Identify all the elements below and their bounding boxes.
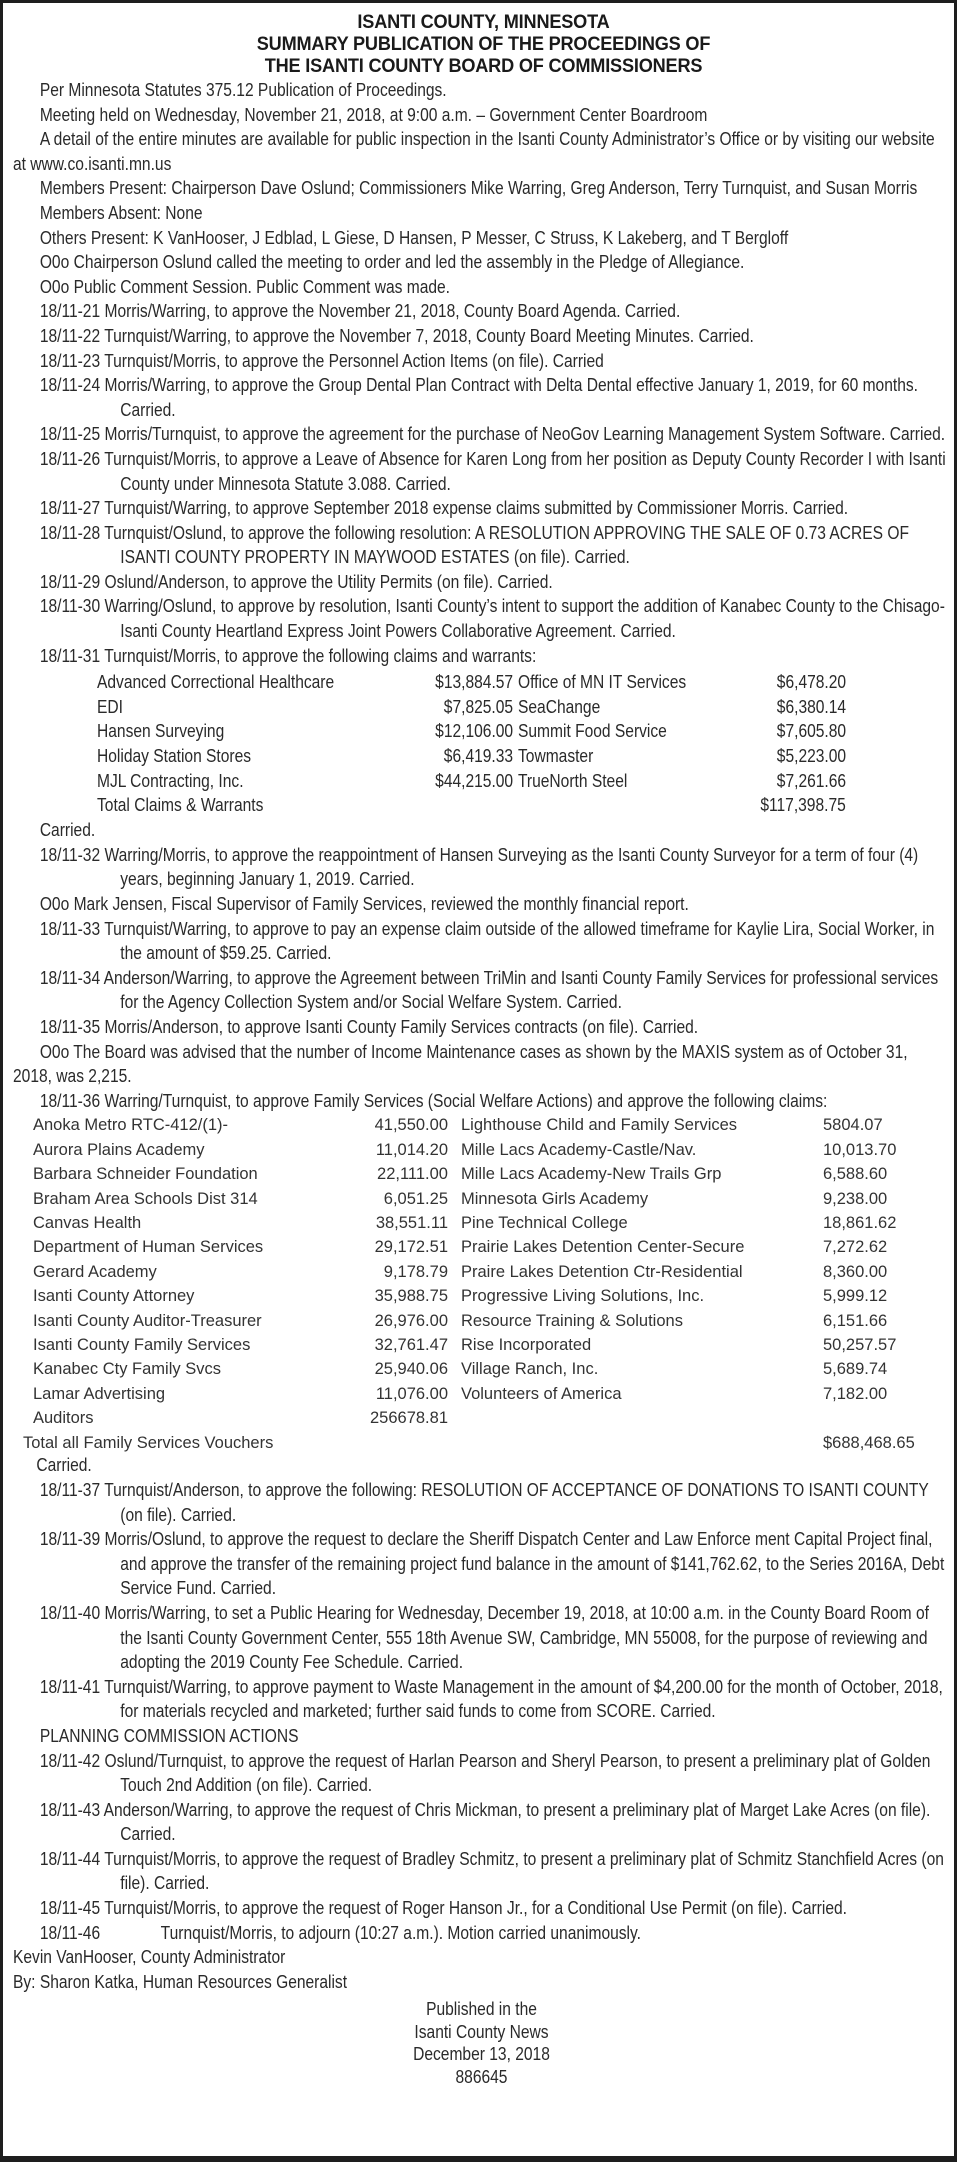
payee-amount <box>375 1113 448 1138</box>
table-row <box>13 1187 957 1211</box>
payee-name-text: Braham Area Schools Dist 314 <box>33 1189 258 1208</box>
motion-item <box>13 1847 947 1896</box>
payee-amount-text: $6,478.20 <box>776 672 846 693</box>
payee-amount-text: 10,013.70 <box>823 1140 897 1159</box>
notice-id: 886645 <box>455 2066 508 2087</box>
payee-amount-text: $7,261.66 <box>776 770 846 791</box>
total-label-text: Total Claims & Warrants <box>97 795 264 816</box>
payee-name-text: Minnesota Girls Academy <box>461 1189 649 1208</box>
payee-amount-text: 6,051.25 <box>383 1189 448 1208</box>
table-row <box>13 1162 957 1186</box>
payee-amount <box>376 1382 448 1407</box>
total-value <box>747 793 846 818</box>
motion-item <box>13 1015 947 1040</box>
motion-item <box>13 917 947 966</box>
payee-name-text: Hansen Surveying <box>97 721 225 742</box>
motion-number: 18/11-34 <box>39 967 101 988</box>
payee-name-text: SeaChange <box>518 696 601 717</box>
payee-name-text: Resource Training & Solutions <box>461 1311 683 1330</box>
total-label <box>23 1431 273 1456</box>
motion-text: Anderson/Warring, to approve the Agreement between TriMin and Isanti County Family Services for professional services for the Agency Collection System and/or Social Welfare System. Carried. <box>103 967 939 1013</box>
prepared-by: By: Sharon Katka, Human Resources Generalist <box>13 1971 348 1992</box>
payee-name-text: Department of Human Services <box>33 1238 264 1257</box>
payee-name-text: Barbara Schneider Foundation <box>33 1165 258 1184</box>
motion-text: Warring/Turnquist, to approve Family Services (Social Welfare Actions) and approve the following claims: <box>104 1090 828 1111</box>
payee-name-text: EDI <box>97 696 123 717</box>
motion-number: 18/11-42 <box>39 1750 101 1771</box>
payee-name <box>97 744 275 769</box>
motion-item <box>13 373 947 422</box>
payee-name-text: Mille Lacs Academy-Castle/Nav. <box>461 1140 697 1159</box>
motion-item <box>13 1675 947 1724</box>
payee-name-text: Office of MN IT Services <box>518 672 687 693</box>
motion-number: 18/11-29 <box>39 571 101 592</box>
table-row <box>13 1333 957 1357</box>
payee-amount <box>823 1187 887 1212</box>
table-row <box>13 1406 957 1430</box>
payee-amount-text: 32,761.47 <box>374 1335 448 1354</box>
payee-amount-text: $6,419.33 <box>443 746 513 767</box>
claims-warrants-table <box>13 670 954 818</box>
payee-name-text: Summit Food Service <box>518 721 667 742</box>
payee-name <box>97 695 127 720</box>
payee-amount <box>377 1162 448 1187</box>
payee-amount <box>823 1333 896 1358</box>
payee-name <box>33 1187 258 1212</box>
table-row <box>13 1382 957 1406</box>
payee-amount <box>375 1235 448 1260</box>
motion-number: 18/11-32 <box>39 844 101 865</box>
payee-name-text: Isanti County Family Services <box>33 1335 251 1354</box>
payee-name <box>33 1382 165 1407</box>
table-row <box>13 719 957 744</box>
payee-amount <box>766 769 846 794</box>
table-row <box>13 670 957 695</box>
payee-amount <box>823 1211 896 1236</box>
motion-number: 18/11-43 <box>39 1799 101 1820</box>
notice-body <box>13 78 947 668</box>
payee-name <box>97 719 244 744</box>
table-row <box>13 1309 957 1333</box>
payee-amount-text: 6,588.60 <box>823 1165 888 1184</box>
motion-item <box>13 570 947 595</box>
payee-name <box>33 1138 205 1163</box>
motion-text: Warring/Morris, to approve the reappointment of Hansen Surveying as the Isanti County Surveyor for a term of four (4) years, beginning January 1, 2019. Carried. <box>104 844 919 890</box>
payee-name <box>518 670 712 695</box>
payee-amount-text: 50,257.57 <box>823 1335 897 1354</box>
payee-name-text: Mille Lacs Academy-New Trails Grp <box>461 1165 722 1184</box>
planning-heading: PLANNING COMMISSION ACTIONS <box>39 1725 299 1746</box>
total-value-text: $688,468.65 <box>823 1433 915 1452</box>
motion-number: 18/11-37 <box>39 1479 101 1500</box>
table-row <box>13 1260 957 1284</box>
payee-amount-text: 6,151.66 <box>823 1311 888 1330</box>
payee-name-text: Holiday Station Stores <box>97 746 252 767</box>
payee-amount <box>423 769 513 794</box>
payee-amount-text: 26,976.00 <box>374 1311 448 1330</box>
payee-name-text: TrueNorth Steel <box>518 770 628 791</box>
payee-amount <box>823 1284 887 1309</box>
adjourn-motion <box>13 1921 947 1946</box>
payee-name <box>33 1309 262 1334</box>
payee-name <box>33 1333 250 1358</box>
payee-amount-text: 11,076.00 <box>375 1384 448 1403</box>
payee-name <box>97 769 266 794</box>
table-row <box>13 1284 957 1308</box>
payee-amount <box>375 1284 448 1309</box>
table-row <box>13 769 957 794</box>
motion-text: Turnquist/Warring, to approve September 2018 expense claims submitted by Commissioner Morris. Carried. <box>104 498 849 519</box>
motion-number: 18/11-27 <box>39 498 101 519</box>
motions-group-c <box>13 917 947 1040</box>
payee-name <box>33 1211 141 1236</box>
total-value-text: $117,398.75 <box>760 795 846 816</box>
payee-amount <box>823 1309 887 1334</box>
motion-text: Turnquist/Morris, to approve the request of Bradley Schmitz, to present a preliminary plat of Schmitz Stanchfield Acres (on file). Carried. <box>104 1848 944 1894</box>
payee-amount-text: 35,988.75 <box>374 1287 448 1306</box>
motion-text: Turnquist/Morris, to adjourn (10:27 a.m.). Motion carried unanimously. <box>160 1922 641 1943</box>
legal-notice-page <box>3 3 954 2156</box>
payee-amount <box>766 695 846 720</box>
motion-item <box>13 966 947 1015</box>
statute-line: Per Minnesota Statutes 375.12 Publication of Proceedings. <box>39 80 447 100</box>
payee-amount-text: 38,551.11 <box>375 1213 448 1232</box>
motion-item <box>13 1601 947 1675</box>
payee-name <box>33 1113 228 1138</box>
payee-amount-text: 9,178.79 <box>383 1262 448 1281</box>
payee-amount-text: 22,111.00 <box>377 1165 448 1184</box>
motion-number: 18/11-22 <box>39 325 101 346</box>
payee-name <box>33 1162 258 1187</box>
motion-item <box>13 1896 947 1921</box>
published-in: Published in the <box>426 1999 537 2020</box>
payee-name-text: Aurora Plains Academy <box>33 1140 205 1159</box>
payee-amount-text: 25,940.06 <box>374 1360 448 1379</box>
header-summary: SUMMARY PUBLICATION OF THE PROCEEDINGS OF <box>256 33 711 55</box>
payee-name-text: Isanti County Auditor-Treasurer <box>33 1311 262 1330</box>
newspaper-name: Isanti County News <box>414 2021 549 2042</box>
payee-amount-text: 9,238.00 <box>823 1189 888 1208</box>
payee-name <box>461 1333 591 1358</box>
administrator-signature: Kevin VanHooser, County Administrator <box>13 1947 286 1968</box>
motion-text: Morris/Warring, to approve the November 21, 2018, County Board Agenda. Carried. <box>104 301 681 322</box>
total-label <box>97 793 289 818</box>
motion-number: 18/11-46 <box>39 1922 101 1943</box>
motion-text: Turnquist/Anderson, to approve the following: RESOLUTION OF ACCEPTANCE OF DONATIONS TO ISANTI COUNTY (on file). Carried. <box>104 1479 929 1525</box>
motion-item <box>13 1798 947 1847</box>
payee-amount <box>433 744 513 769</box>
publication-date: December 13, 2018 <box>413 2044 550 2065</box>
payee-name <box>461 1309 683 1334</box>
payee-name <box>33 1235 263 1260</box>
motions-group-f <box>13 1749 947 1921</box>
payee-amount <box>823 1235 887 1260</box>
payee-name-text: Auditors <box>33 1409 94 1428</box>
payee-name <box>518 769 644 794</box>
motion-text: Turnquist/Warring, to approve the November 7, 2018, County Board Meeting Minutes. Carried. <box>104 325 754 346</box>
payee-name-text: Isanti County Attorney <box>33 1287 195 1306</box>
motion-item <box>13 1527 947 1601</box>
motion-number: 18/11-45 <box>39 1898 101 1919</box>
payee-amount-text: 8,360.00 <box>823 1262 888 1281</box>
payee-amount-text: 5,999.12 <box>823 1287 888 1306</box>
motion-text: Oslund/Turnquist, to approve the request of Harlan Pearson and Sheryl Pearson, to present a preliminary plat of Golden Touch 2nd Addition (on file). Carried. <box>104 1750 931 1796</box>
motion-number: 18/11-31 <box>39 645 101 666</box>
payee-amount <box>375 1309 448 1334</box>
payee-name-text: Village Ranch, Inc. <box>461 1360 599 1379</box>
payee-name-text: MJL Contracting, Inc. <box>97 770 244 791</box>
total-label-text: Total all Family Services Vouchers <box>23 1433 274 1452</box>
members-present: Members Present: Chairperson Dave Oslund; Commissioners Mike Warring, Greg Anderson, Terry Turnquist, and Susan Morris <box>39 178 918 199</box>
payee-amount-text: 5804.07 <box>823 1116 883 1135</box>
detail-line: A detail of the entire minutes are available for public inspection in the Isanti County Administrator’s Office or by visiting our website at www.co.isanti.mn.us <box>13 129 935 174</box>
motion-number: 18/11-26 <box>39 448 101 469</box>
motion-item <box>13 349 947 374</box>
motions-group-d <box>13 1089 947 1114</box>
motion-number: 18/11-25 <box>39 424 101 445</box>
motion-text: Turnquist/Morris, to approve the following claims and warrants: <box>104 645 537 666</box>
payee-name-text: Praire Lakes Detention Ctr-Residential <box>461 1262 743 1281</box>
payee-name-text: Anoka Metro RTC-412/(1)- <box>33 1116 229 1135</box>
header-county: ISANTI COUNTY, MINNESOTA <box>357 11 610 33</box>
total-value <box>823 1431 915 1456</box>
public-comment: O0o Public Comment Session. Public Comment was made. <box>39 276 451 297</box>
motions-group-a <box>13 299 947 668</box>
payee-name <box>461 1357 598 1382</box>
payee-name-text: Prairie Lakes Detention Center-Secure <box>461 1238 745 1257</box>
maxis-note: O0o The Board was advised that the number of Income Maintenance cases as shown by the MAXIS system as of October 31, 2018, was 2,215. <box>13 1041 908 1087</box>
payee-name <box>461 1187 648 1212</box>
motion-number: 18/11-30 <box>39 596 101 617</box>
payee-amount-text: 29,172.51 <box>374 1238 448 1257</box>
payee-amount <box>376 1211 448 1236</box>
motion-item <box>13 1749 947 1798</box>
payee-amount <box>375 1357 448 1382</box>
motion-text: Turnquist/Warring, to approve to pay an expense claim outside of the allowed timeframe for Kaylie Lira, Social Worker, in the amount of $59.25. Carried. <box>104 918 935 964</box>
payee-amount <box>384 1187 448 1212</box>
payee-amount <box>423 719 513 744</box>
payee-name-text: Lamar Advertising <box>33 1384 166 1403</box>
motion-item <box>13 843 947 892</box>
others-present: Others Present: K VanHooser, J Edblad, L Giese, D Hansen, P Messer, C Struss, K Lakeberg, and T Bergloff <box>39 227 789 248</box>
table-total-row <box>13 1431 957 1455</box>
payee-amount-text: 256678.81 <box>370 1409 448 1428</box>
motion-item <box>13 324 947 349</box>
payee-amount <box>376 1138 448 1163</box>
motion-number: 18/11-28 <box>39 522 101 543</box>
payee-amount-text: 41,550.00 <box>374 1116 448 1135</box>
payee-name-text: Kanabec Cty Family Svcs <box>33 1360 221 1379</box>
payee-amount-text: $12,106.00 <box>435 721 513 742</box>
payee-amount-text: $6,380.14 <box>776 696 846 717</box>
motion-item <box>13 447 947 496</box>
motion-text: Warring/Oslund, to approve by resolution, Isanti County’s intent to support the addition of Kanabec County to the Chisago-Isanti County Heartland Express Joint Powers Collaborative Agreement. Carried. <box>104 596 945 642</box>
motion-item <box>13 299 947 324</box>
payee-name <box>33 1406 94 1431</box>
payee-amount-text: $7,825.05 <box>443 696 513 717</box>
table-row <box>13 695 957 720</box>
payee-name <box>461 1162 721 1187</box>
motion-text: Turnquist/Morris, to approve a Leave of Absence for Karen Long from her position as Deputy County Recorder I with Isanti County under Minnesota Statute 3.088. Carried. <box>104 448 946 494</box>
motion-text: Morris/Warring, to set a Public Hearing for Wednesday, December 19, 2018, at 10:00 a.m. in the County Board Room of the Isanti County Government Center, 555 18th Avenue SW, Cambridge, MN 55008, for the purpose of reviewing and adopting the 2019 County Fee Schedule. Carried. <box>104 1602 929 1673</box>
payee-name-text: Advanced Correctional Healthcare <box>97 672 335 693</box>
payee-name <box>33 1260 157 1285</box>
payee-amount <box>823 1382 887 1407</box>
payee-name-text: Towmaster <box>518 746 594 767</box>
payee-amount-text: $44,215.00 <box>435 770 513 791</box>
payee-amount <box>384 1260 448 1285</box>
motion-number: 18/11-21 <box>39 301 101 322</box>
payee-amount <box>823 1138 896 1163</box>
motion-text: Turnquist/Oslund, to approve the following resolution: A RESOLUTION APPROVING THE SALE OF 0.73 ACRES OF ISANTI COUNTY PROPERTY IN MAYWOOD ESTATES (on file). Carried. <box>104 522 909 568</box>
notice-header <box>46 11 921 77</box>
table-row <box>13 744 957 769</box>
motion-text: Turnquist/Morris, to approve the request of Roger Hanson Jr., for a Conditional Use Permit (on file). Carried. <box>104 1898 847 1919</box>
table-row <box>13 1235 957 1259</box>
payee-name <box>518 719 690 744</box>
claims-carried: Carried. <box>39 820 96 841</box>
payee-name <box>461 1211 628 1236</box>
payee-amount <box>423 670 513 695</box>
motion-item <box>13 496 947 521</box>
payee-amount <box>370 1406 448 1431</box>
motion-number: 18/11-44 <box>39 1848 101 1869</box>
payee-amount-text: $5,223.00 <box>776 746 846 767</box>
table-row <box>13 1113 957 1137</box>
payee-name <box>461 1235 744 1260</box>
payee-name <box>97 670 371 695</box>
motion-text: Morris/Warring, to approve the Group Dental Plan Contract with Delta Dental effective January 1, 2019, for 60 months. Carried. <box>104 375 918 420</box>
motion-number: 18/11-33 <box>39 918 101 939</box>
payee-name-text: Gerard Academy <box>33 1262 157 1281</box>
payee-amount <box>766 744 846 769</box>
payee-amount-text: 11,014.20 <box>375 1140 448 1159</box>
motion-item <box>13 594 947 643</box>
payee-name-text: Volunteers of America <box>461 1384 622 1403</box>
payee-amount <box>375 1333 448 1358</box>
payee-amount <box>823 1260 887 1285</box>
payee-name <box>461 1382 622 1407</box>
payee-name-text: Progressive Living Solutions, Inc. <box>461 1287 705 1306</box>
meeting-line: Meeting held on Wednesday, November 21, 2018, at 9:00 a.m. – Government Center Boardroom <box>39 104 708 125</box>
motion-item <box>13 1478 947 1527</box>
payee-amount <box>766 719 846 744</box>
notice-body-3 <box>13 1453 947 1994</box>
family-services-claims-table <box>13 1113 954 1453</box>
payee-amount-text: 7,182.00 <box>823 1384 888 1403</box>
payee-amount <box>823 1113 883 1138</box>
payee-amount <box>823 1357 887 1382</box>
members-absent: Members Absent: None <box>39 202 203 223</box>
motion-item <box>13 521 947 570</box>
payee-name-text: Lighthouse Child and Family Services <box>461 1116 738 1135</box>
payee-name <box>33 1357 221 1382</box>
motion-item <box>13 1089 947 1114</box>
call-to-order: O0o Chairperson Oslund called the meeting to order and led the assembly in the Pledge of Allegiance. <box>39 252 745 273</box>
payee-name <box>461 1260 743 1285</box>
payee-amount <box>823 1162 887 1187</box>
motion-item <box>13 644 947 669</box>
motion-item <box>13 422 947 447</box>
payee-name <box>33 1284 194 1309</box>
payee-amount-text: 5,689.74 <box>823 1360 888 1379</box>
motion-text: Morris/Oslund, to approve the request to declare the Sheriff Dispatch Center and Law Enforce ment Capital Project final, and approve the transfer of the remaining project fund balance in the amount of $141,762.62, to the Series 2016A, Debt Service Fund. Carried. <box>104 1529 945 1599</box>
payee-name <box>461 1138 696 1163</box>
payee-amount-text: 18,861.62 <box>823 1213 897 1232</box>
payee-name-text: Rise Incorporated <box>461 1335 592 1354</box>
family-carried: Carried. <box>36 1455 92 1476</box>
motion-text: Morris/Anderson, to approve Isanti County Family Services contracts (on file). Carried. <box>104 1017 699 1037</box>
payee-amount <box>433 695 513 720</box>
table-total-row <box>13 793 957 818</box>
header-board: THE ISANTI COUNTY BOARD OF COMMISSIONERS <box>264 55 703 77</box>
motions-group-e <box>13 1478 947 1724</box>
table-row <box>13 1211 957 1235</box>
payee-name-text: Pine Technical College <box>461 1213 628 1232</box>
motion-number: 18/11-35 <box>39 1017 101 1037</box>
motion-text: Oslund/Anderson, to approve the Utility Permits (on file). Carried. <box>104 571 553 592</box>
payee-amount-text: $7,605.80 <box>776 721 846 742</box>
motion-number: 18/11-24 <box>39 375 101 396</box>
payee-amount <box>766 670 846 695</box>
payee-name <box>461 1284 704 1309</box>
payee-name <box>518 744 605 769</box>
payee-name <box>461 1113 737 1138</box>
fiscal-report: O0o Mark Jensen, Fiscal Supervisor of Family Services, reviewed the monthly financial report. <box>39 894 689 915</box>
motion-text: Anderson/Warring, to approve the request of Chris Mickman, to present a preliminary plat of Marget Lake Acres (on file). Carried. <box>103 1799 931 1845</box>
payee-amount-text: 7,272.62 <box>823 1238 888 1257</box>
motion-text: Turnquist/Morris, to approve the Personnel Action Items (on file). Carried <box>104 350 604 371</box>
motion-number: 18/11-40 <box>39 1602 101 1623</box>
publication-info <box>76 1998 887 2088</box>
motion-number: 18/11-39 <box>39 1529 101 1550</box>
motion-number: 18/11-23 <box>39 350 101 371</box>
payee-name-text: Canvas Health <box>33 1213 142 1232</box>
table-row <box>13 1357 957 1381</box>
motion-text: Morris/Turnquist, to approve the agreement for the purchase of NeoGov Learning Management System Software. Carried. <box>104 424 946 445</box>
payee-amount-text: $13,884.57 <box>435 672 513 693</box>
motions-group-b <box>13 843 947 892</box>
motion-number: 18/11-36 <box>39 1090 101 1111</box>
motion-number: 18/11-41 <box>39 1676 101 1697</box>
notice-body-2 <box>13 818 947 1113</box>
table-row <box>13 1138 957 1162</box>
payee-name <box>518 695 613 720</box>
motion-text: Turnquist/Warring, to approve payment to Waste Management in the amount of $4,200.00 for the month of October, 2018, for materials recycled and marketed; further said funds to come from SCORE. Carried. <box>104 1676 943 1722</box>
